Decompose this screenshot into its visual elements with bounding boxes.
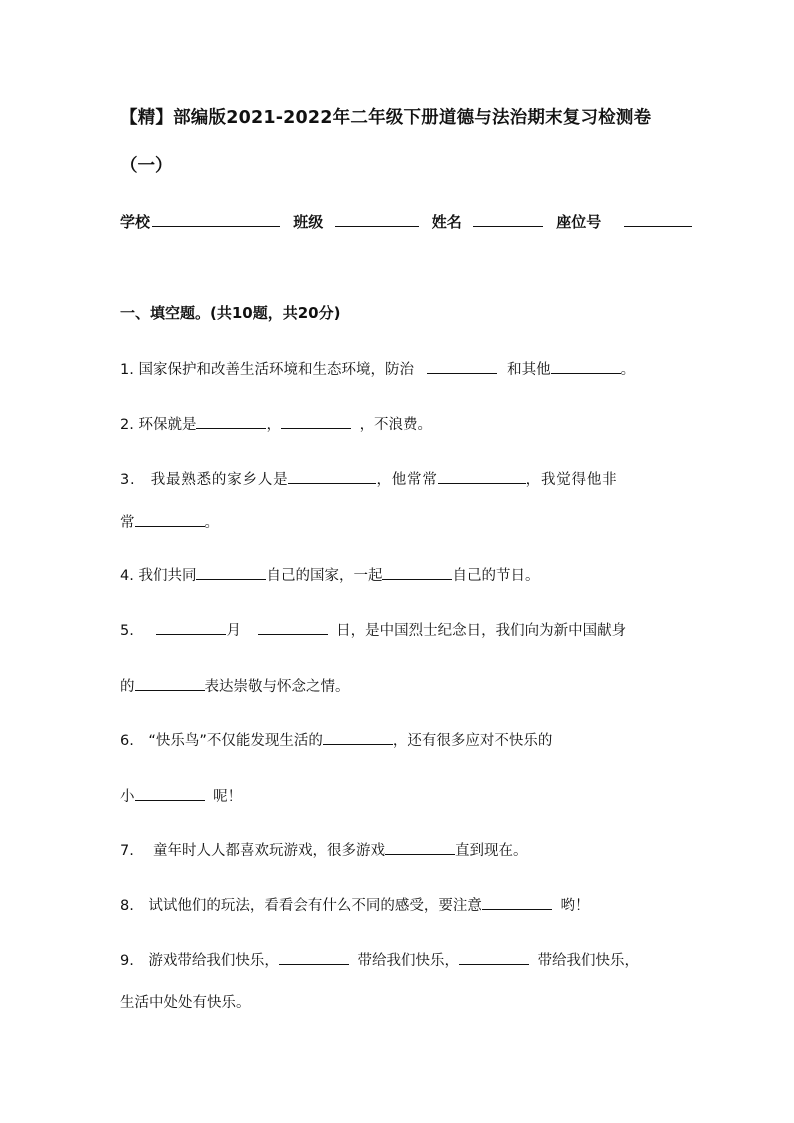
question-text: 呢！ xyxy=(213,789,243,805)
name-label: 姓名 xyxy=(431,213,462,231)
question-text: 带给我们快乐， xyxy=(357,953,459,969)
question-4 xyxy=(120,564,539,585)
question-3 xyxy=(120,468,617,489)
school-label: 学校 xyxy=(120,213,151,231)
answer-blank[interactable] xyxy=(196,414,266,429)
question-text: ，他常常 xyxy=(376,472,438,488)
question-1 xyxy=(120,358,635,379)
question-5 xyxy=(120,619,626,640)
answer-blank[interactable] xyxy=(551,359,621,374)
answer-blank[interactable] xyxy=(438,469,526,484)
question-text: 2. 环保就是 xyxy=(120,417,197,433)
question-6-cont xyxy=(120,785,242,806)
question-5-cont xyxy=(120,675,350,696)
school-blank[interactable] xyxy=(152,212,280,227)
question-text: ，我觉得他非 xyxy=(525,472,618,488)
question-text: 哟！ xyxy=(560,898,590,914)
question-text: 3. 我最熟悉的家乡人是 xyxy=(120,472,289,488)
answer-blank[interactable] xyxy=(135,676,205,691)
question-3-cont xyxy=(120,511,219,532)
question-text: 7. 童年时人人都喜欢玩游戏，很多游戏 xyxy=(120,843,385,859)
answer-blank[interactable] xyxy=(323,730,393,745)
question-text: 自己的节日。 xyxy=(452,568,540,584)
question-text: 的 xyxy=(120,679,135,695)
answer-blank[interactable] xyxy=(196,565,266,580)
question-6 xyxy=(120,729,552,750)
question-text: 9. 游戏带给我们快乐， xyxy=(120,953,279,969)
answer-blank[interactable] xyxy=(279,950,349,965)
question-text: 表达崇敬与怀念之情。 xyxy=(204,679,350,695)
question-text: 小 xyxy=(120,789,135,805)
answer-blank[interactable] xyxy=(135,512,205,527)
question-text: 。 xyxy=(620,362,636,378)
document-title: 【精】部编版2021-2022年二年级下册道德与法治期末复习检测卷 xyxy=(120,108,652,128)
answer-blank[interactable] xyxy=(258,620,328,635)
seat-blank[interactable] xyxy=(624,212,692,227)
question-text: 。 xyxy=(204,515,219,531)
answer-blank[interactable] xyxy=(382,565,452,580)
question-text: 月 xyxy=(226,623,241,639)
answer-blank[interactable] xyxy=(135,786,205,801)
class-blank[interactable] xyxy=(335,212,419,227)
question-9 xyxy=(120,949,639,970)
question-8 xyxy=(120,894,589,915)
student-info-row xyxy=(120,211,692,232)
seat-label: 座位号 xyxy=(556,213,602,231)
question-text: 4. 我们共同 xyxy=(120,568,197,584)
question-text: 5. xyxy=(120,623,134,639)
question-text: 8. 试试他们的玩法，看看会有什么不同的感受，要注意 xyxy=(120,898,482,914)
answer-blank[interactable] xyxy=(482,895,552,910)
answer-blank[interactable] xyxy=(459,950,529,965)
question-text: 直到现在。 xyxy=(454,843,528,859)
question-text: ，还有很多应对不快乐的 xyxy=(392,733,553,749)
answer-blank[interactable] xyxy=(385,840,455,855)
question-text: 带给我们快乐， xyxy=(537,953,640,969)
name-blank[interactable] xyxy=(473,212,543,227)
answer-blank[interactable] xyxy=(156,620,226,635)
class-label: 班级 xyxy=(293,213,324,231)
question-text: ，不浪费。 xyxy=(359,417,433,433)
question-text: 6. “快乐鸟”不仅能发现生活的 xyxy=(120,733,323,749)
question-text: ， xyxy=(266,417,281,433)
question-9-cont xyxy=(120,991,251,1012)
question-text: 常 xyxy=(120,515,135,531)
question-7 xyxy=(120,839,527,860)
question-2 xyxy=(120,413,432,434)
question-text: 自己的国家，一起 xyxy=(266,568,383,584)
document-title-subtitle: （一） xyxy=(120,156,173,176)
question-text: 日，是中国烈士纪念日，我们向为新中国献身 xyxy=(336,623,627,639)
answer-blank[interactable] xyxy=(427,359,497,374)
question-text: 和其他 xyxy=(507,362,551,378)
question-text: 1. 国家保护和改善生活环境和生态环境，防治 xyxy=(120,362,414,378)
answer-blank[interactable] xyxy=(288,469,376,484)
answer-blank[interactable] xyxy=(281,414,351,429)
question-text: 生活中处处有快乐。 xyxy=(120,995,251,1011)
section-heading-fill-blank: 一、填空题。(共10题，共20分) xyxy=(120,304,341,322)
